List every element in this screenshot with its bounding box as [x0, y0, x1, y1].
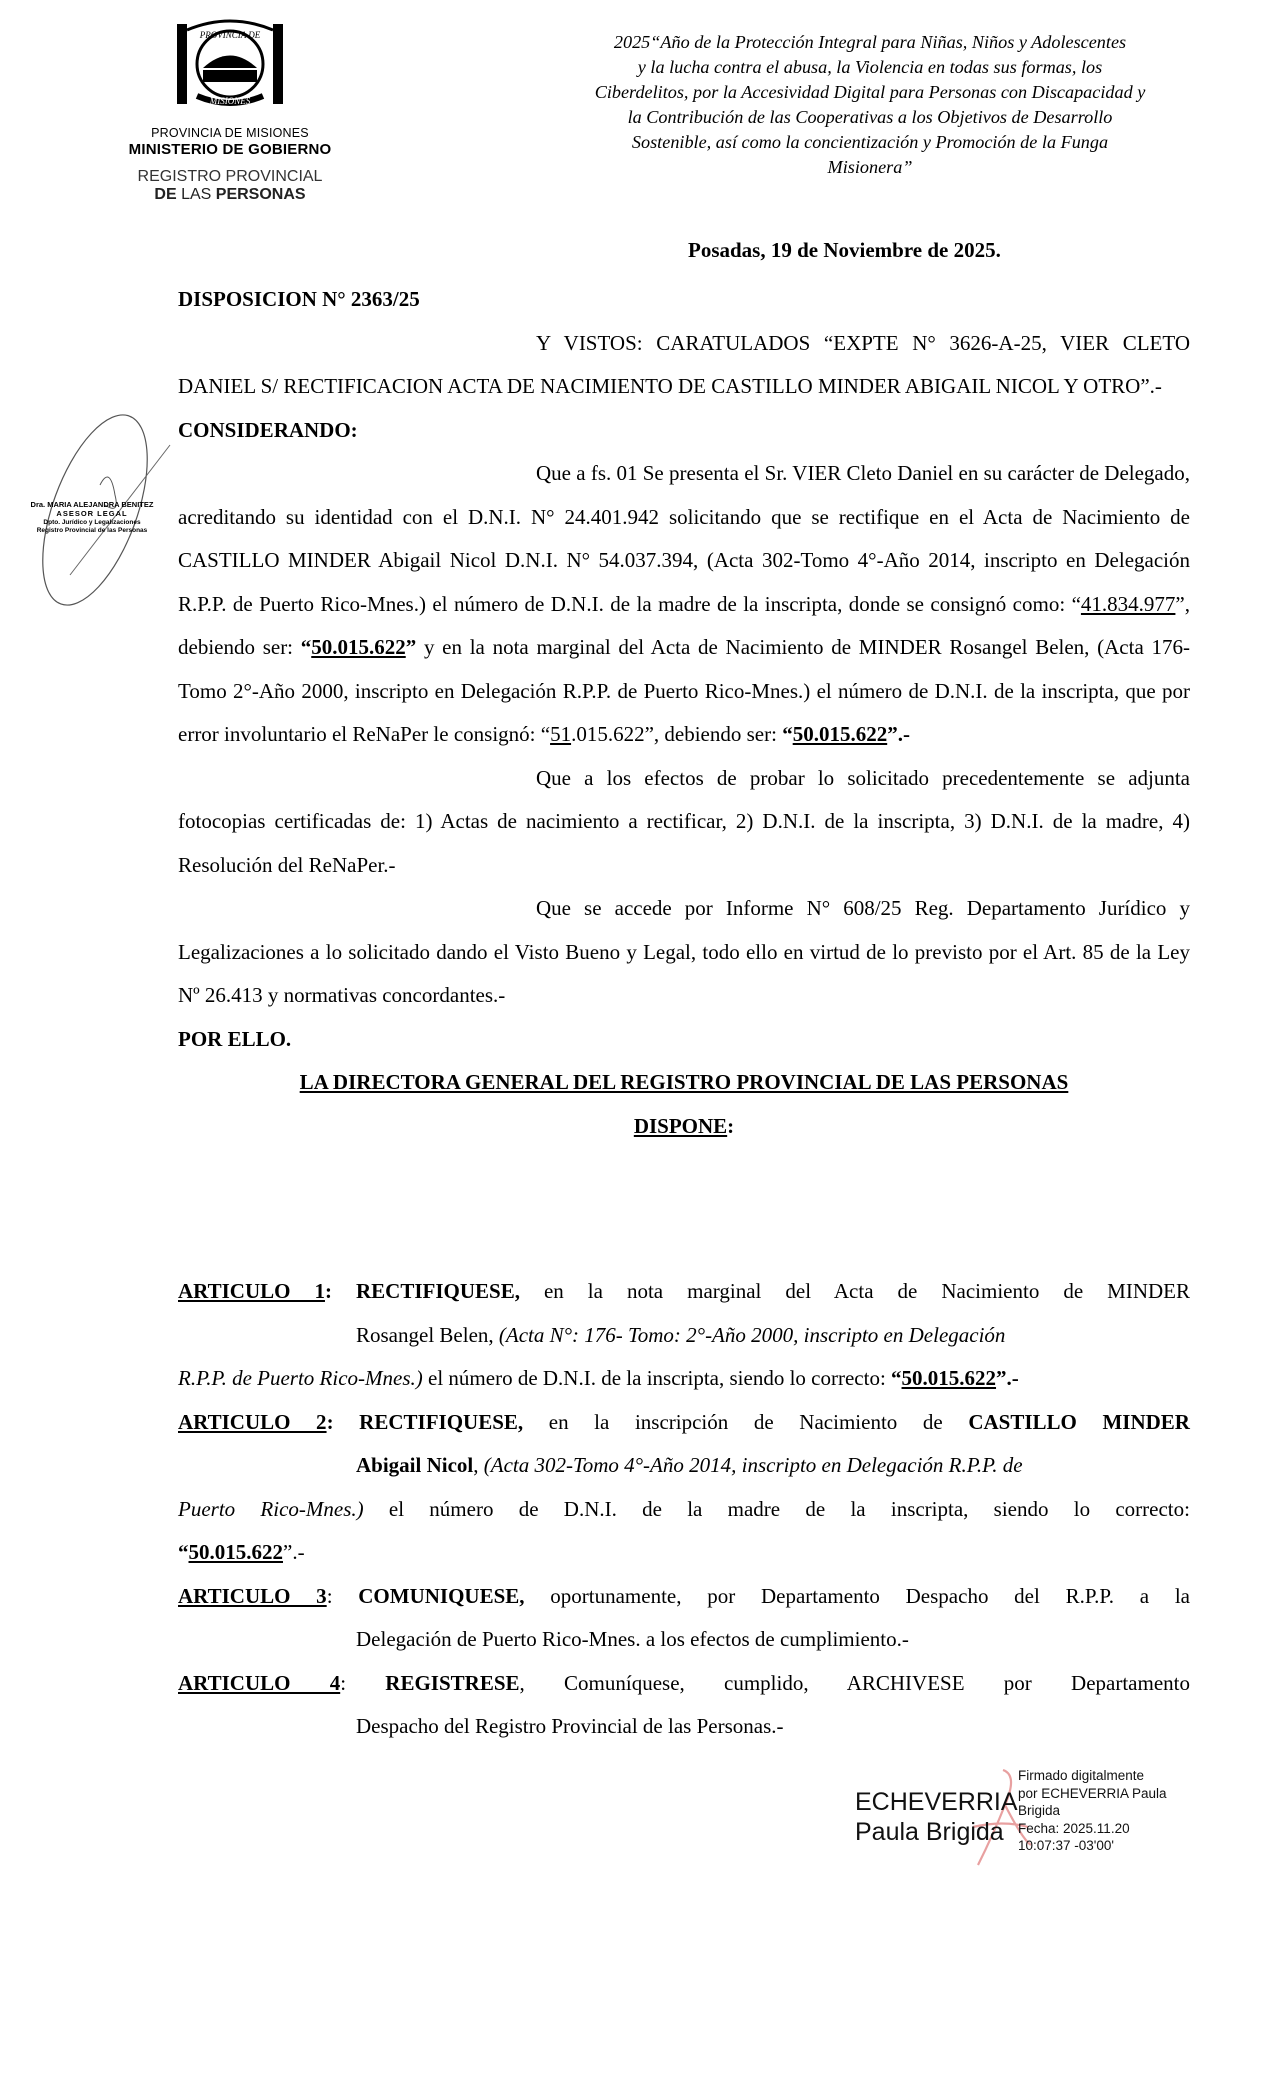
- article-1: ARTICULO 1: RECTIFIQUESE, en la nota marginal del Acta de Nacimiento de MINDER Rosangel Belen, (Acta N°: 176- Tomo: 2°-Año 2000, inscripto en Delegación R.P.P. de Puerto Rico-Mnes.) el número de D.N.I. de la inscripta, siendo lo correcto: “50.015.622”.-: [178, 1279, 1191, 1390]
- svg-text:PROVINCIA DE: PROVINCIA DE: [199, 30, 261, 40]
- document-body: [178, 278, 1190, 1148]
- por-ello-heading: POR ELLO.: [178, 1026, 292, 1051]
- vistos-paragraph: Y VISTOS: CARATULADOS “EXPTE N° 3626-A-25, VIER CLETO DANIEL S/ RECTIFICACION ACTA DE NACIMIENTO DE CASTILLO MINDER ABIGAIL NICOL Y OTRO”.-: [178, 330, 1190, 398]
- svg-text:Dra. MARIA ALEJANDRA BENITEZ: Dra. MARIA ALEJANDRA BENITEZ: [30, 500, 154, 509]
- svg-text:Dpto. Jurídico y Legalizacione: Dpto. Jurídico y Legalizaciones: [43, 519, 141, 526]
- document-date: Posadas, 19 de Noviembre de 2025.: [688, 238, 1001, 262]
- articles-section: [178, 1270, 1190, 1749]
- signer-name: ECHEVERRIA Paula Brigida: [855, 1788, 1018, 1846]
- disposition-title: DISPOSICION N° 2363/25: [178, 287, 420, 311]
- digital-signature: [855, 1765, 1185, 1885]
- considerando-paragraph-1: Que a fs. 01 Se presenta el Sr. VIER Cleto Daniel en su carácter de Delegado, acreditando su identidad con el D.N.I. N° 24.401.942 solicitando que se rectifique en el Acta de Nacimiento de CASTILLO MINDER Abigail Nicol D.N.I. N° 54.037.394, (Acta 302-Tomo 4°-Año 2014, inscripto en Delegación R.P.P. de Puerto Rico-Mnes.) el número de D.N.I. de la madre de la inscripta, donde se consignó como: “41.834.977”, debiendo ser: “50.015.622” y en la nota marginal del Acta de Nacimiento de MINDER Rosangel Belen, (Acta 176-Tomo 2°-Año 2000, inscripto en Delegación R.P.P. de Puerto Rico-Mnes.) el número de D.N.I. de la inscripta, que por error involuntario el ReNaPer le consignó: “51.015.622”, debiendo ser: “50.015.622”.-: [178, 461, 1190, 746]
- considerando-paragraph-3: Que se accede por Informe N° 608/25 Reg. Departamento Jurídico y Legalizaciones a lo solicitado dando el Visto Bueno y Legal, todo ello en virtud de lo previsto por el Art. 85 de la Ley Nº 26.413 y normativas concordantes.-: [178, 896, 1190, 1007]
- correct-dni-value: 50.015.622: [311, 635, 406, 659]
- considerando-paragraph-2: Que a los efectos de probar lo solicitado precedentemente se adjunta fotocopias certificadas de: 1) Actas de nacimiento a rectificar, 2) D.N.I. de la inscripta, 3) D.N.I. de la madre, 4) Resolución del ReNaPer.-: [178, 765, 1190, 877]
- dispone-heading: DISPONE:: [633, 1113, 735, 1138]
- correct-dni-value-2: 50.015.622: [792, 722, 888, 746]
- article-2: ARTICULO 2: RECTIFIQUESE, en la inscripción de Nacimiento de CASTILLO MINDER Abigail Nicol, (Acta 302-Tomo 4°-Año 2014, inscripto en Delegación R.P.P. de Puerto Rico-Mnes.) el número de D.N.I. de la madre de la inscripta, siendo lo correcto: “50.015.622”.-: [178, 1409, 1190, 1564]
- legal-advisor-stamp-signature: [20, 405, 190, 615]
- logo-registry-line1: REGISTRO PROVINCIAL: [137, 168, 323, 185]
- signature-details: Firmado digitalmente por ECHEVERRIA Paula Brigida Fecha: 2025.11.20 10:07:37 -03'00': [1018, 1768, 1167, 1853]
- svg-text:MISIONES: MISIONES: [209, 96, 251, 106]
- svg-text:Registro Provincial de las Per: Registro Provincial de las Personas: [36, 527, 148, 534]
- logo-registry-line2: DE LAS PERSONAS: [154, 186, 306, 203]
- province-crest-icon: [175, 18, 285, 110]
- authority-heading: LA DIRECTORA GENERAL DEL REGISTRO PROVINCIAL DE LAS PERSONAS: [299, 1070, 1069, 1094]
- official-year-motto: 2025“Año de la Protección Integral para Niñas, Niños y Adolescentes y la lucha contra el abusa, la Violencia en todas sus formas, los Ciberdelitos, por la Accesividad Digital para Personas con Discapacidad y la Contribución de las Cooperativas a los Objetivos de Desarrollo Sostenible, así como la concientización y Promoción de la Funga Misionera”: [594, 32, 1146, 177]
- logo-province: PROVINCIA DE MISIONES: [151, 126, 309, 140]
- registry-logo: [110, 18, 350, 204]
- article-4: ARTICULO 4: REGISTRESE, Comuníquese, cumplido, ARCHIVESE por Departamento Despacho del Registro Provincial de las Personas.-: [178, 1670, 1190, 1738]
- logo-ministry: MINISTERIO DE GOBIERNO: [128, 141, 332, 158]
- considerando-heading: CONSIDERANDO:: [178, 417, 358, 442]
- wrong-dni-value: 41.834.977: [1080, 591, 1176, 616]
- svg-text:ASESOR LEGAL: ASESOR LEGAL: [56, 509, 128, 518]
- article-3: ARTICULO 3: COMUNIQUESE, oportunamente, por Departamento Despacho del R.P.P. a la Delegación de Puerto Rico-Mnes. a los efectos de cumplimiento.-: [178, 1583, 1190, 1651]
